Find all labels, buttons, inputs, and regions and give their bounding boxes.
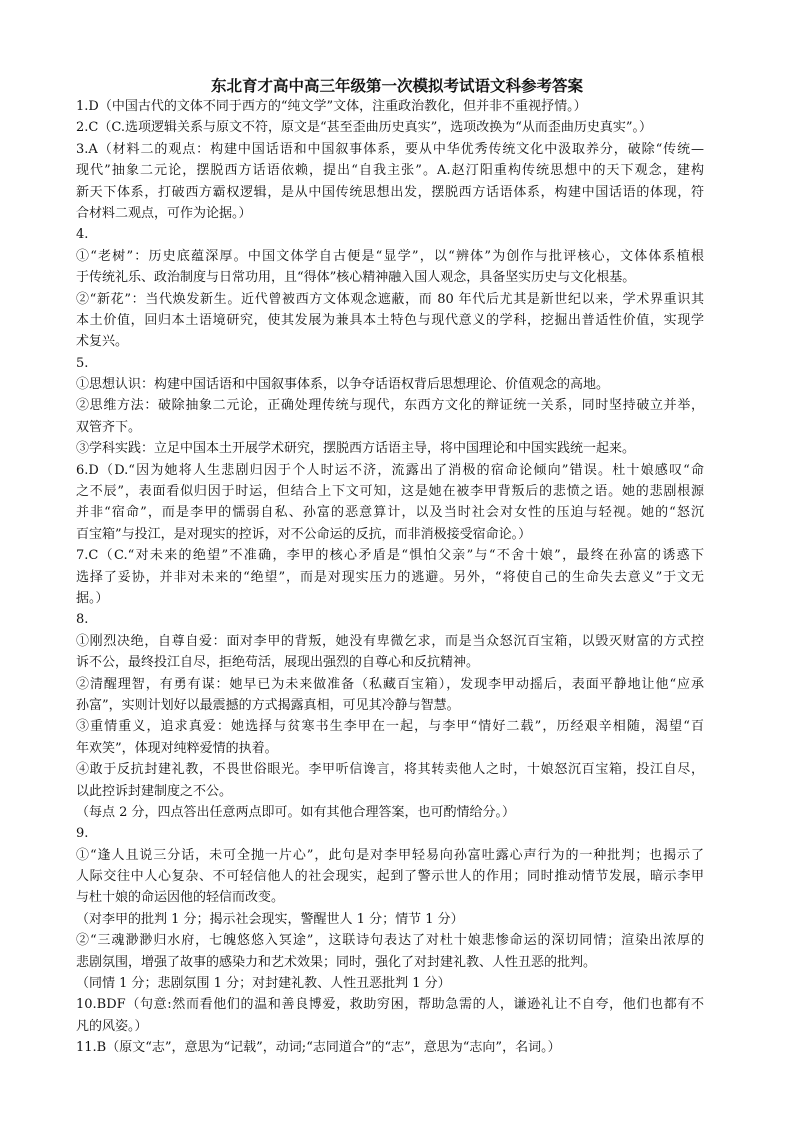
answer-line: 11.B（原文“志”，意思为“记载”，动词;“志同道合”的“志”，意思为“志向”，名词。） bbox=[76, 1040, 561, 1056]
answer-line: 9. bbox=[76, 826, 89, 842]
answer-line: 孙富”，实则计划好以最震撼的方式揭露真相，可见其冷静与智慧。 bbox=[76, 697, 460, 713]
answer-body bbox=[76, 96, 704, 1059]
answer-line: 7.C（C.“对未来的绝望”不准确，李甲的核心矛盾是“惧怕父亲”与“不舍十娘”，最终在孙富的诱惑下 bbox=[76, 548, 704, 564]
answer-line: ①思想认识：构建中国话语和中国叙事体系，以争夺话语权背后思想理论、价值观念的高地。 bbox=[76, 377, 610, 393]
answer-line: ③重情重义，追求真爱：她选择与贫寒书生李甲在一起，与李甲“情好二载”，历经艰辛相随，渴望“百 bbox=[76, 719, 704, 735]
answer-line: 年欢笑”，体现对纯粹爱情的执着。 bbox=[76, 740, 278, 756]
answer-line: ①刚烈决绝，自尊自爱：面对李甲的背叛，她没有卑微乞求，而是当众怒沉百宝箱，以毁灭财富的方式控 bbox=[76, 633, 704, 649]
answer-line: 2.C（C.选项逻辑关系与原文不符，原文是“甚至歪曲历史真实”，选项改换为“从而歪曲历史真实”。） bbox=[76, 120, 653, 136]
answer-line: 并非“宿命”，而是李甲的懦弱自私、孙富的恶意算计，以及当时社会对女性的压迫与轻视。她的“怒沉 bbox=[76, 505, 704, 521]
answer-line: 百宝箱”与投江，是对现实的控诉，对不公命运的反抗，而非消极接受宿命论。） bbox=[76, 526, 532, 542]
answer-line: 凡的风姿。） bbox=[76, 1018, 148, 1034]
answer-line: 双管齐下。 bbox=[76, 419, 142, 435]
answer-line: 以此控诉封建制度之不公。 bbox=[76, 783, 233, 799]
answer-line: ②“三魂渺渺归水府，七魄悠悠入冥途”，这联诗句表达了对杜十娘悲惨命运的深切同情；渲染出浓厚的 bbox=[76, 933, 704, 949]
answer-line: ②清醒理智，有勇有谋：她早已为未来做准备（私藏百宝箱），发现李甲动摇后，表面平静地让他“应承 bbox=[76, 676, 704, 692]
answer-line: 新天下体系，打破西方霸权逻辑，是从中国传统思想出发，摆脱西方话语体系，构建中国话语的体现，符 bbox=[76, 184, 704, 200]
answer-line: 之不辰”，表面看似归因于时运，但结合上下文可知，这是她在被李甲背叛后的悲愤之语。她的悲剧根源 bbox=[76, 484, 704, 500]
answer-line: 8. bbox=[76, 612, 89, 628]
answer-line: 5. bbox=[76, 355, 89, 371]
answer-line: 10.BDF（句意:然而看他们的温和善良博爱，救助穷困，帮助急需的人，谦逊礼让不自夸，他们也都有不 bbox=[76, 997, 704, 1013]
answer-line: 悲剧氛围，增强了故事的感染力和艺术效果；同时，强化了对封建礼教、人性丑恶的批判。 bbox=[76, 954, 597, 970]
answer-line: ③学科实践：立足中国本土开展学术研究，摆脱西方话语主导，将中国理论和中国实践统一起来。 bbox=[76, 441, 636, 457]
document-title: 东北育才高中高三年级第一次模拟考试语文科参考答案 bbox=[210, 76, 583, 95]
answer-line: 与杜十娘的命运因他的轻信而改变。 bbox=[76, 890, 285, 906]
answer-line: ①“逢人且说三分话，未可全抛一片心”，此句是对李甲轻易向孙富吐露心声行为的一种批判；也揭示了 bbox=[76, 847, 704, 863]
answer-line: 6.D（D.“因为她将人生悲剧归因于个人时运不济，流露出了消极的宿命论倾向”错误。杜十娘感叹“命 bbox=[76, 462, 704, 478]
answer-line: 1.D（中国古代的文体不同于西方的“纯文学”文体，注重政治教化，但并非不重视抒情。） bbox=[76, 99, 587, 114]
answer-line: ②思维方法：破除抽象二元论，正确处理传统与现代，东西方文化的辩证统一关系，同时坚持破立并举， bbox=[76, 398, 704, 414]
answer-line: ①“老树”：历史底蕴深厚。中国文体学自古便是“显学”，以“辨体”为创作与批评核心，文体体系植根 bbox=[76, 248, 704, 264]
answer-line: （对李甲的批判 1 分；揭示社会现实，警醒世人 1 分；情节 1 分） bbox=[76, 911, 464, 927]
answer-line: 术复兴。 bbox=[76, 334, 129, 350]
answer-line: ④敢于反抗封建礼教，不畏世俗眼光。李甲听信谗言，将其转卖他人之时，十娘怒沉百宝箱，投江自尽， bbox=[76, 762, 704, 778]
answer-line: 合材料二观点，可作为论据。） bbox=[76, 205, 252, 221]
answer-line: ②“新花”：当代焕发新生。近代曾被西方文体观念遮蔽，而 80 年代后尤其是新世纪以来，学术界重识其 bbox=[76, 291, 704, 307]
answer-line: 3.A（材料二的观点：构建中国话语和中国叙事体系，要从中华优秀传统文化中汲取养分，破除“传统— bbox=[76, 141, 704, 157]
answer-line: 本土价值，回归本土语境研究，使其发展为兼具本土特色与现代意义的学科，挖掘出普适性价值，实现学 bbox=[76, 312, 704, 328]
answer-line: 据。） bbox=[76, 590, 109, 606]
answer-line: 4. bbox=[76, 227, 89, 243]
answer-line: 现代”抽象二元论，摆脱西方话语依赖，提出“自我主张”。A.赵汀阳重构传统思想中的天下观念，建构 bbox=[76, 163, 704, 179]
answer-line: 诉不公，最终投江自尽，拒绝苟活，展现出强烈的自尊心和反抗精神。 bbox=[76, 655, 480, 671]
answer-line: 选择了妥协，并非对未来的“绝望”，而是对现实压力的逃避。另外，“将使自己的生命失去意义”于文无 bbox=[76, 569, 704, 585]
answer-line: （同情 1 分；悲剧氛围 1 分；对封建礼教、人性丑恶批判 1 分） bbox=[76, 976, 451, 992]
answer-line: 人际交往中人心复杂、不可轻信他人的社会现实，起到了警示世人的作用；同时推动情节发展，暗示李甲 bbox=[76, 869, 704, 885]
answer-line: （每点 2 分，四点答出任意两点即可。如有其他合理答案，也可酌情给分。） bbox=[76, 804, 516, 820]
answer-line: 于传统礼乐、政治制度与日常功用，且“得体”核心精神融入国人观念，具备坚实历史与文化根基。 bbox=[76, 270, 636, 286]
